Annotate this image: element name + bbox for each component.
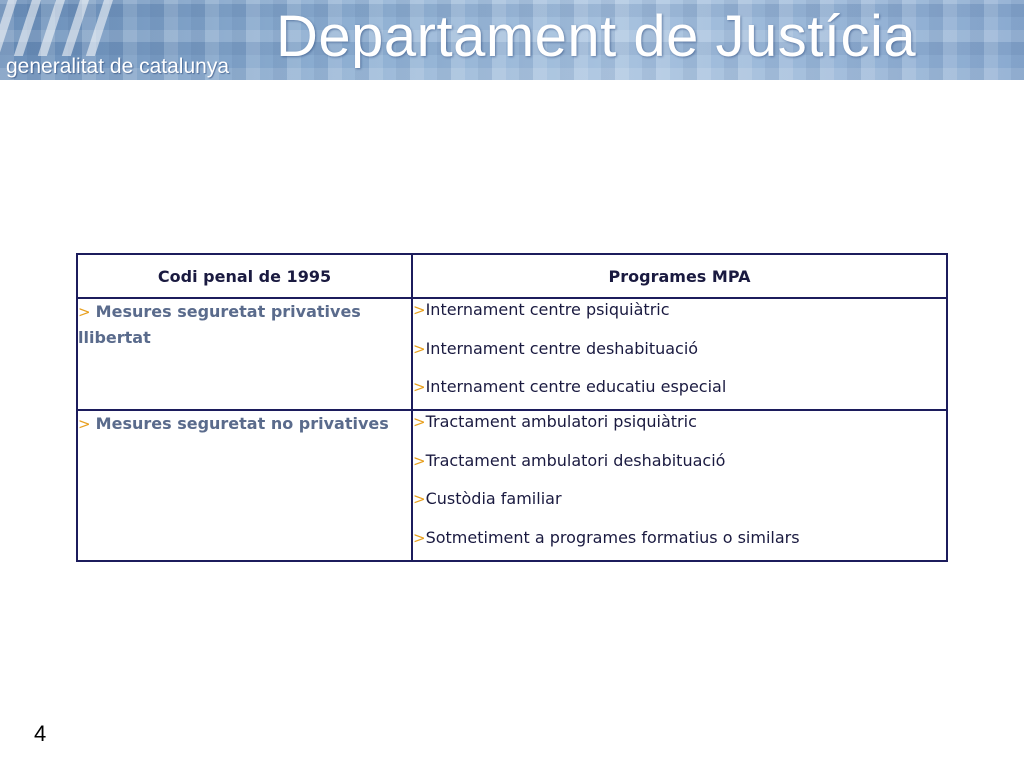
bullet-arrow-icon: > [78,415,91,433]
program-item [413,376,946,398]
bullet-arrow-icon: > [413,378,426,397]
measure-cell [77,298,412,410]
bullet-arrow-icon: > [413,451,426,470]
table-row [77,298,947,410]
bullet-arrow-icon: > [413,339,426,358]
measure-label: Mesures seguretat no privatives [95,414,389,433]
department-title: Departament de Justícia [276,4,917,69]
program-item [413,450,946,472]
program-item [413,527,946,549]
institution-name: generalitat de catalunya [6,55,229,78]
program-label: Custòdia familiar [425,489,562,509]
program-item [413,488,946,510]
program-label: Internament centre psiquiàtric [425,300,670,319]
programs-cell [412,298,947,410]
programs-cell [412,410,947,561]
page-number: 4 [34,721,47,746]
bullet-arrow-icon: > [413,413,426,431]
program-label: Tractament ambulatori psiquiàtric [425,412,697,431]
bullet-arrow-icon: > [78,303,91,321]
column-header-programs: Programes MPA [412,254,947,298]
column-header-penal-code: Codi penal de 1995 [77,254,412,298]
bullet-arrow-icon: > [413,528,426,547]
measure-cell [77,410,412,561]
program-label: Sotmetiment a programes formatius o similars [425,527,800,547]
catalan-flag-icon [0,0,180,56]
program-label: Internament centre deshabituació [425,338,699,358]
program-label: Tractament ambulatori deshabituació [425,450,726,470]
program-item [413,338,946,360]
table-row [77,410,947,561]
program-item [413,299,946,321]
measures-table [76,253,948,562]
table-header-row [77,254,947,298]
header-banner [0,0,1024,80]
bullet-arrow-icon: > [413,301,426,319]
program-item [413,411,946,433]
measure-label: Mesures seguretat privatives llibertat [78,302,361,347]
program-label: Internament centre educatiu especial [425,377,727,397]
bullet-arrow-icon: > [413,490,426,509]
